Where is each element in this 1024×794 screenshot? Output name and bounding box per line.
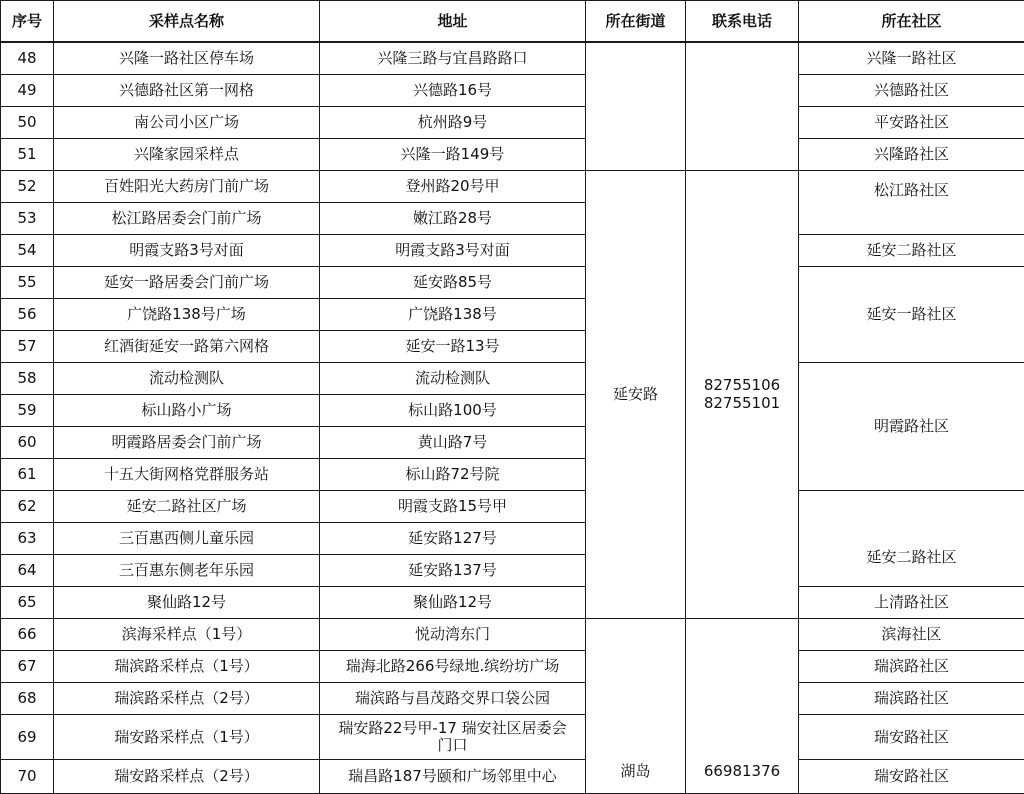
cell-no[interactable]: 68 bbox=[1, 682, 54, 714]
cell-address[interactable]: 兴隆一路149号 bbox=[320, 138, 586, 170]
table-row bbox=[1, 234, 1024, 266]
cell-no[interactable]: 70 bbox=[1, 759, 54, 793]
header-no: 序号 bbox=[1, 1, 54, 43]
cell-community[interactable]: 兴隆路社区 bbox=[799, 138, 1024, 170]
cell-address[interactable]: 兴德路16号 bbox=[320, 74, 586, 106]
cell-address[interactable]: 明霞支路3号对面 bbox=[320, 234, 586, 266]
cell-community[interactable]: 瑞滨路社区 bbox=[799, 682, 1024, 714]
cell-community[interactable]: 瑞安路社区 bbox=[799, 714, 1024, 759]
cell-address[interactable]: 嫩江路28号 bbox=[320, 202, 586, 234]
cell-address[interactable]: 瑞安路22号甲-17 瑞安社区居委会 门口 bbox=[320, 714, 586, 759]
cell-no[interactable]: 54 bbox=[1, 234, 54, 266]
cell-site-name[interactable]: 聚仙路12号 bbox=[54, 586, 320, 618]
cell-address[interactable]: 延安一路13号 bbox=[320, 330, 586, 362]
cell-community[interactable]: 平安路社区 bbox=[799, 106, 1024, 138]
table-row bbox=[1, 74, 1024, 106]
cell-address[interactable]: 瑞海北路266号绿地.缤纷坊广场 bbox=[320, 650, 586, 682]
cell-address[interactable]: 黄山路7号 bbox=[320, 426, 586, 458]
cell-address[interactable]: 瑞滨路与昌茂路交界口袋公园 bbox=[320, 682, 586, 714]
cell-community[interactable]: 兴德路社区 bbox=[799, 74, 1024, 106]
cell-address[interactable]: 明霞支路15号甲 bbox=[320, 490, 586, 522]
header-community: 所在社区 bbox=[799, 1, 1024, 43]
cell-address[interactable]: 广饶路138号 bbox=[320, 298, 586, 330]
cell-street-hudao[interactable]: 湖岛 bbox=[586, 618, 686, 793]
cell-street-yanan[interactable]: 延安路 bbox=[586, 170, 686, 618]
cell-address[interactable]: 登州路20号甲 bbox=[320, 170, 586, 202]
table-row bbox=[1, 618, 1024, 650]
cell-address[interactable]: 瑞昌路187号颐和广场邻里中心 bbox=[320, 759, 586, 793]
table-row bbox=[1, 170, 1024, 202]
table-row bbox=[1, 490, 1024, 522]
cell-community[interactable]: 兴隆一路社区 bbox=[799, 42, 1024, 74]
cell-no[interactable]: 67 bbox=[1, 650, 54, 682]
cell-no[interactable]: 50 bbox=[1, 106, 54, 138]
cell-phone-empty[interactable] bbox=[686, 42, 799, 170]
cell-address[interactable]: 杭州路9号 bbox=[320, 106, 586, 138]
cell-site-name[interactable]: 三百惠西侧儿童乐园 bbox=[54, 522, 320, 554]
cell-no[interactable]: 55 bbox=[1, 266, 54, 298]
header-phone: 联系电话 bbox=[686, 1, 799, 43]
table-row bbox=[1, 138, 1024, 170]
header-site-name: 采样点名称 bbox=[54, 1, 320, 43]
cell-site-name[interactable]: 延安二路社区广场 bbox=[54, 490, 320, 522]
cell-community[interactable]: 瑞滨路社区 bbox=[799, 650, 1024, 682]
cell-site-name[interactable]: 瑞滨路采样点（1号） bbox=[54, 650, 320, 682]
cell-address[interactable]: 标山路72号院 bbox=[320, 458, 586, 490]
cell-no[interactable]: 57 bbox=[1, 330, 54, 362]
cell-site-name[interactable]: 十五大街网格党群服务站 bbox=[54, 458, 320, 490]
cell-no[interactable]: 48 bbox=[1, 42, 54, 74]
cell-site-name[interactable]: 南公司小区广场 bbox=[54, 106, 320, 138]
cell-site-name[interactable]: 瑞安路采样点（1号） bbox=[54, 714, 320, 759]
cell-site-name[interactable]: 流动检测队 bbox=[54, 362, 320, 394]
cell-address[interactable]: 流动检测队 bbox=[320, 362, 586, 394]
header-row bbox=[1, 1, 1024, 43]
cell-no[interactable]: 59 bbox=[1, 394, 54, 426]
cell-site-name[interactable]: 兴德路社区第一网格 bbox=[54, 74, 320, 106]
cell-community[interactable]: 上清路社区 bbox=[799, 586, 1024, 618]
cell-address[interactable]: 延安路127号 bbox=[320, 522, 586, 554]
cell-street-empty[interactable] bbox=[586, 42, 686, 170]
cell-no[interactable]: 52 bbox=[1, 170, 54, 202]
cell-address[interactable]: 标山路100号 bbox=[320, 394, 586, 426]
cell-site-name[interactable]: 兴隆一路社区停车场 bbox=[54, 42, 320, 74]
cell-no[interactable]: 63 bbox=[1, 522, 54, 554]
cell-site-name[interactable]: 广饶路138号广场 bbox=[54, 298, 320, 330]
cell-no[interactable]: 56 bbox=[1, 298, 54, 330]
cell-no[interactable]: 62 bbox=[1, 490, 54, 522]
table-row bbox=[1, 714, 1024, 759]
table-row bbox=[1, 650, 1024, 682]
cell-site-name[interactable]: 红酒街延安一路第六网格 bbox=[54, 330, 320, 362]
cell-no[interactable]: 60 bbox=[1, 426, 54, 458]
cell-no[interactable]: 58 bbox=[1, 362, 54, 394]
cell-community[interactable]: 松江路社区 bbox=[799, 170, 1024, 234]
cell-site-name[interactable]: 瑞安路采样点（2号） bbox=[54, 759, 320, 793]
header-address: 地址 bbox=[320, 1, 586, 43]
cell-no[interactable]: 69 bbox=[1, 714, 54, 759]
cell-address[interactable]: 聚仙路12号 bbox=[320, 586, 586, 618]
cell-no[interactable]: 64 bbox=[1, 554, 54, 586]
cell-address[interactable]: 悦动湾东门 bbox=[320, 618, 586, 650]
cell-community[interactable]: 延安二路社区 bbox=[799, 234, 1024, 266]
table-row bbox=[1, 759, 1024, 793]
table-row bbox=[1, 42, 1024, 74]
cell-site-name[interactable]: 明霞路居委会门前广场 bbox=[54, 426, 320, 458]
cell-community[interactable]: 滨海社区 bbox=[799, 618, 1024, 650]
cell-site-name[interactable]: 瑞滨路采样点（2号） bbox=[54, 682, 320, 714]
table-row bbox=[1, 586, 1024, 618]
cell-community[interactable]: 延安一路社区 bbox=[799, 266, 1024, 362]
cell-no[interactable]: 49 bbox=[1, 74, 54, 106]
cell-address[interactable]: 兴隆三路与宜昌路路口 bbox=[320, 42, 586, 74]
table-row bbox=[1, 682, 1024, 714]
cell-address[interactable]: 延安路137号 bbox=[320, 554, 586, 586]
cell-no[interactable]: 65 bbox=[1, 586, 54, 618]
cell-no[interactable]: 66 bbox=[1, 618, 54, 650]
cell-no[interactable]: 53 bbox=[1, 202, 54, 234]
cell-community[interactable]: 瑞安路社区 bbox=[799, 759, 1024, 793]
cell-site-name[interactable]: 明霞支路3号对面 bbox=[54, 234, 320, 266]
cell-site-name[interactable]: 兴隆家园采样点 bbox=[54, 138, 320, 170]
cell-phone-yanan[interactable]: 82755106 82755101 bbox=[686, 170, 799, 618]
table-row bbox=[1, 266, 1024, 298]
cell-no[interactable]: 61 bbox=[1, 458, 54, 490]
table-row bbox=[1, 106, 1024, 138]
cell-site-name[interactable]: 延安一路居委会门前广场 bbox=[54, 266, 320, 298]
cell-phone-hudao[interactable]: 66981376 bbox=[686, 618, 799, 793]
cell-community[interactable]: 明霞路社区 bbox=[799, 362, 1024, 490]
cell-no[interactable]: 51 bbox=[1, 138, 54, 170]
cell-site-name[interactable]: 标山路小广场 bbox=[54, 394, 320, 426]
header-street: 所在街道 bbox=[586, 1, 686, 43]
cell-site-name[interactable]: 三百惠东侧老年乐园 bbox=[54, 554, 320, 586]
cell-community[interactable]: 延安二路社区 bbox=[799, 490, 1024, 586]
cell-address[interactable]: 延安路85号 bbox=[320, 266, 586, 298]
cell-site-name[interactable]: 松江路居委会门前广场 bbox=[54, 202, 320, 234]
cell-site-name[interactable]: 百姓阳光大药房门前广场 bbox=[54, 170, 320, 202]
table-row bbox=[1, 362, 1024, 394]
cell-site-name[interactable]: 滨海采样点（1号） bbox=[54, 618, 320, 650]
